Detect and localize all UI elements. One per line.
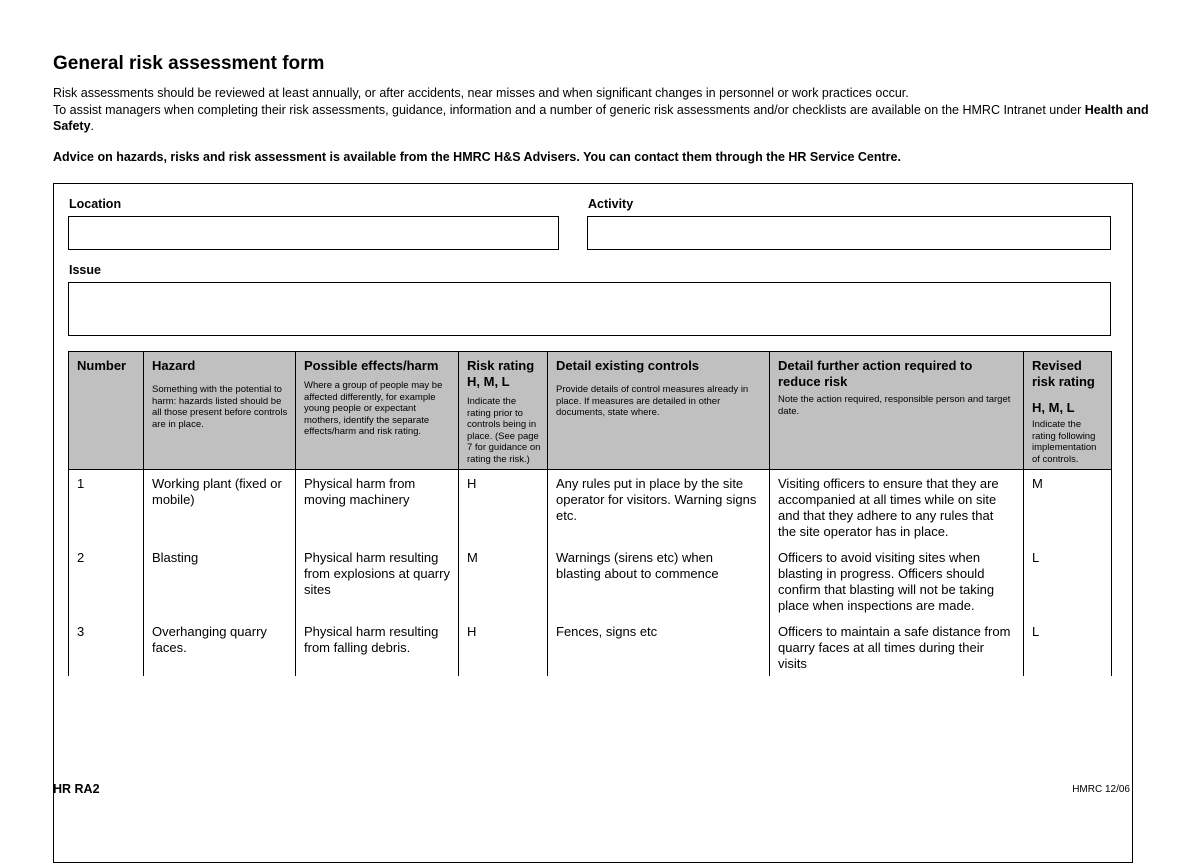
header-existing-controls: Detail existing controls Provide details of control measures already in place. If measures are detailed in other documents, state where. — [548, 352, 770, 470]
row-existing-controls[interactable]: Any rules put in place by the site operator for visitors. Warning signs etc. — [548, 470, 770, 545]
intro-line-1: Risk assessments should be reviewed at least annually, or after accidents, near misses and when significant changes in personnel or work practices occur. — [53, 86, 909, 100]
row-risk-rating[interactable]: H — [459, 470, 548, 545]
row-effects[interactable]: Physical harm resulting from falling debris. — [296, 618, 459, 676]
issue-label: Issue — [69, 263, 101, 277]
row-existing-controls[interactable]: Fences, signs etc — [548, 618, 770, 676]
table-row — [69, 618, 1112, 676]
risk-table — [68, 351, 1112, 676]
header-hazard: Hazard Something with the potential to harm: hazards listed should be all those present before controls are in place. — [144, 352, 296, 470]
row-hazard[interactable]: Overhanging quarry faces. — [144, 618, 296, 676]
row-effects[interactable]: Physical harm from moving machinery — [296, 470, 459, 545]
row-further-action[interactable]: Officers to maintain a safe distance from quarry faces at all times during their visits — [770, 618, 1024, 676]
activity-field[interactable] — [587, 216, 1111, 250]
header-revised-rating: Revised risk rating H, M, L Indicate the rating following implementation of controls. — [1024, 352, 1112, 470]
row-number[interactable]: 1 — [69, 470, 144, 545]
issue-field[interactable] — [68, 282, 1111, 336]
form-code: HR RA2 — [53, 782, 100, 796]
row-risk-rating[interactable]: M — [459, 544, 548, 618]
table-row — [69, 470, 1112, 545]
location-field[interactable] — [68, 216, 559, 250]
header-effects: Possible effects/harm Where a group of people may be affected differently, for example young people or expectant mothers, identify the separate effects/harm and risk rating. — [296, 352, 459, 470]
header-number: Number — [69, 352, 144, 470]
advice-text: Advice on hazards, risks and risk assessment is available from the HMRC H&S Advisers. You can contact them through the HR Service Centre. — [53, 150, 901, 164]
intro-text — [53, 85, 1153, 135]
row-further-action[interactable]: Officers to avoid visiting sites when blasting in progress. Officers should confirm that blasting will not be taking place when inspections are made. — [770, 544, 1024, 618]
row-revised-rating[interactable]: L — [1024, 618, 1112, 676]
row-number[interactable]: 2 — [69, 544, 144, 618]
row-risk-rating[interactable]: H — [459, 618, 548, 676]
row-existing-controls[interactable]: Warnings (sirens etc) when blasting about to commence — [548, 544, 770, 618]
location-label: Location — [69, 197, 122, 211]
page-title: General risk assessment form — [53, 53, 325, 74]
health-and-safety-link-text: Health and Safety — [53, 102, 1149, 133]
row-number[interactable]: 3 — [69, 618, 144, 676]
activity-label: Activity — [588, 197, 634, 211]
row-further-action[interactable]: Visiting officers to ensure that they are accompanied at all times while on site and that they adhere to any rules that the site operator has in place. — [770, 470, 1024, 545]
header-further-action: Detail further action required to reduce risk Note the action required, responsible person and target date. — [770, 352, 1024, 470]
row-hazard[interactable]: Blasting — [144, 544, 296, 618]
row-hazard[interactable]: Working plant (fixed or mobile) — [144, 470, 296, 545]
row-revised-rating[interactable]: L — [1024, 544, 1112, 618]
header-risk-rating: Risk rating H, M, L Indicate the rating prior to controls being in place. (See page 7 for guidance on rating the risk.) — [459, 352, 548, 470]
row-effects[interactable]: Physical harm resulting from explosions at quarry sites — [296, 544, 459, 618]
table-header-row — [69, 352, 1112, 470]
row-revised-rating[interactable]: M — [1024, 470, 1112, 545]
table-row — [69, 544, 1112, 618]
form-version: HMRC 12/06 — [1072, 784, 1130, 795]
intro-line-2: To assist managers when completing their risk assessments, guidance, information and a number of generic risk assessments and/or checklists are available on the HMRC Intranet under Health and Safety. — [53, 102, 1149, 133]
